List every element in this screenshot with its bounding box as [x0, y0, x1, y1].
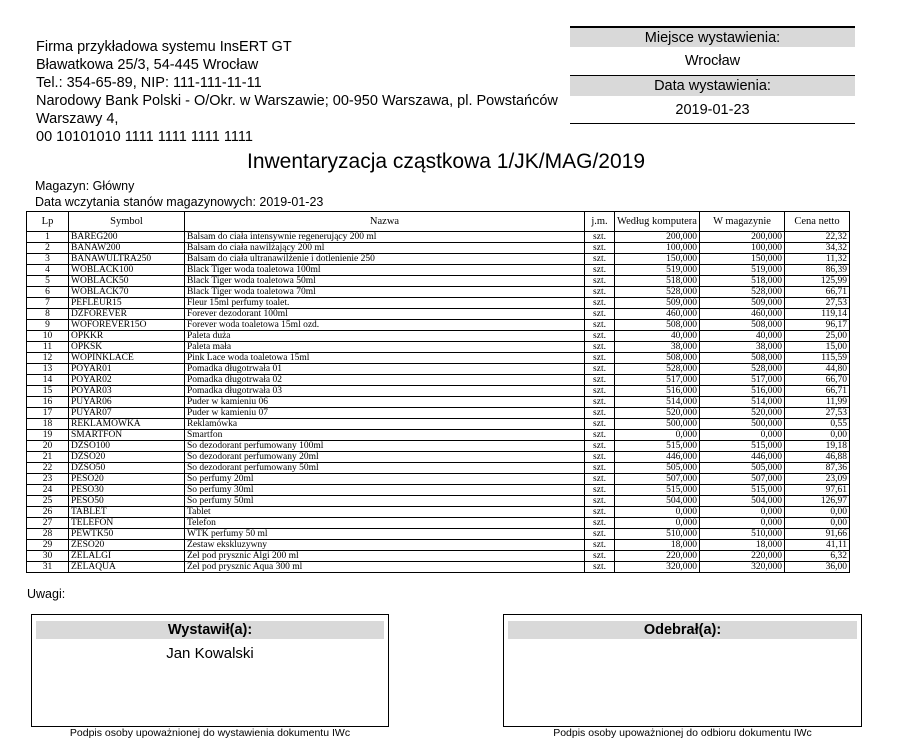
table-row — [27, 320, 850, 331]
cell-unit: szt. — [585, 243, 615, 254]
cell-symbol: DZSO50 — [69, 463, 185, 474]
table-row — [27, 386, 850, 397]
issue-place-value: Wrocław — [684, 53, 741, 69]
cell-name: Balsam do ciała intensywnie regenerujący 200 ml — [185, 232, 585, 243]
cell-net-price: 19,18 — [785, 441, 850, 452]
table-row — [27, 243, 850, 254]
cell-warehouse-qty: 508,000 — [700, 353, 785, 364]
cell-name: Smartfon — [185, 430, 585, 441]
header-symbol: Symbol — [69, 212, 185, 232]
cell-unit: szt. — [585, 320, 615, 331]
cell-warehouse-qty: 519,000 — [700, 265, 785, 276]
table-body — [27, 232, 850, 573]
cell-symbol: TABLET — [69, 507, 185, 518]
cell-net-price: 66,71 — [785, 386, 850, 397]
cell-lp: 6 — [27, 287, 69, 298]
inventory-table — [26, 211, 850, 573]
cell-computer-qty: 505,000 — [615, 463, 700, 474]
cell-computer-qty: 460,000 — [615, 309, 700, 320]
receiver-caption: Podpis osoby upoważnionej do odbioru dokumentu IWc — [553, 727, 812, 739]
cell-computer-qty: 516,000 — [615, 386, 700, 397]
header-name: Nazwa — [185, 212, 585, 232]
cell-symbol: ZELAQUA — [69, 562, 185, 573]
cell-computer-qty: 517,000 — [615, 375, 700, 386]
cell-symbol: DZSO20 — [69, 452, 185, 463]
cell-symbol: DZSO100 — [69, 441, 185, 452]
table-row — [27, 485, 850, 496]
table-row — [27, 518, 850, 529]
table-row — [27, 276, 850, 287]
table-row — [27, 254, 850, 265]
cell-name: Zestaw ekskluzywny — [185, 540, 585, 551]
table-row — [27, 441, 850, 452]
cell-unit: szt. — [585, 507, 615, 518]
cell-lp: 1 — [27, 232, 69, 243]
cell-unit: szt. — [585, 540, 615, 551]
notes-label: Uwagi: — [27, 587, 66, 601]
cell-symbol: WOBLACK50 — [69, 276, 185, 287]
cell-lp: 26 — [27, 507, 69, 518]
cell-unit: szt. — [585, 276, 615, 287]
table-row — [27, 364, 850, 375]
cell-unit: szt. — [585, 496, 615, 507]
cell-symbol: BANAWULTRA250 — [69, 254, 185, 265]
cell-name: Black Tiger woda toaletowa 50ml — [185, 276, 585, 287]
cell-net-price: 119,14 — [785, 309, 850, 320]
cell-net-price: 0,00 — [785, 518, 850, 529]
cell-computer-qty: 38,000 — [615, 342, 700, 353]
cell-name: So dezodorant perfumowany 20ml — [185, 452, 585, 463]
issuer-caption: Podpis osoby upoważnionej do wystawienia dokumentu IWc — [69, 727, 351, 739]
cell-unit: szt. — [585, 342, 615, 353]
cell-warehouse-qty: 446,000 — [700, 452, 785, 463]
cell-lp: 2 — [27, 243, 69, 254]
table-row — [27, 408, 850, 419]
cell-symbol: ZELALGI — [69, 551, 185, 562]
header-lp: Lp — [27, 212, 69, 232]
cell-symbol: WOBLACK100 — [69, 265, 185, 276]
cell-computer-qty: 515,000 — [615, 441, 700, 452]
cell-net-price: 0,00 — [785, 507, 850, 518]
cell-warehouse-qty: 18,000 — [700, 540, 785, 551]
cell-computer-qty: 520,000 — [615, 408, 700, 419]
cell-net-price: 91,66 — [785, 529, 850, 540]
cell-warehouse-qty: 514,000 — [700, 397, 785, 408]
table-row — [27, 540, 850, 551]
issue-date-label: Data wystawienia: — [570, 75, 855, 96]
cell-symbol: POYAR01 — [69, 364, 185, 375]
cell-net-price: 44,80 — [785, 364, 850, 375]
cell-symbol: PEFLEUR15 — [69, 298, 185, 309]
cell-symbol: ZESO20 — [69, 540, 185, 551]
cell-symbol: POYAR02 — [69, 375, 185, 386]
cell-warehouse-qty: 38,000 — [700, 342, 785, 353]
cell-symbol: DZFOREVER — [69, 309, 185, 320]
cell-computer-qty: 40,000 — [615, 331, 700, 342]
cell-symbol: TELEFON — [69, 518, 185, 529]
cell-name: So dezodorant perfumowany 50ml — [185, 463, 585, 474]
cell-unit: szt. — [585, 430, 615, 441]
cell-warehouse-qty: 150,000 — [700, 254, 785, 265]
cell-net-price: 36,00 — [785, 562, 850, 573]
cell-warehouse-qty: 515,000 — [700, 441, 785, 452]
cell-warehouse-qty: 505,000 — [700, 463, 785, 474]
cell-symbol: PESO30 — [69, 485, 185, 496]
cell-net-price: 27,53 — [785, 408, 850, 419]
cell-unit: szt. — [585, 518, 615, 529]
cell-symbol: OPKSK — [69, 342, 185, 353]
cell-net-price: 0,00 — [785, 430, 850, 441]
cell-net-price: 66,70 — [785, 375, 850, 386]
cell-lp: 31 — [27, 562, 69, 573]
table-row — [27, 342, 850, 353]
table-row — [27, 529, 850, 540]
cell-name: Puder w kamieniu 07 — [185, 408, 585, 419]
cell-computer-qty: 515,000 — [615, 485, 700, 496]
cell-warehouse-qty: 509,000 — [700, 298, 785, 309]
cell-unit: szt. — [585, 452, 615, 463]
cell-symbol: PUYAR06 — [69, 397, 185, 408]
cell-symbol: PESO20 — [69, 474, 185, 485]
cell-lp: 13 — [27, 364, 69, 375]
cell-symbol: WOBLACK70 — [69, 287, 185, 298]
cell-warehouse-qty: 516,000 — [700, 386, 785, 397]
cell-lp: 15 — [27, 386, 69, 397]
cell-unit: szt. — [585, 551, 615, 562]
cell-unit: szt. — [585, 419, 615, 430]
cell-name: Forever woda toaletowa 15ml ozd. — [185, 320, 585, 331]
cell-unit: szt. — [585, 287, 615, 298]
cell-computer-qty: 508,000 — [615, 353, 700, 364]
cell-computer-qty: 100,000 — [615, 243, 700, 254]
cell-name: So perfumy 30ml — [185, 485, 585, 496]
cell-lp: 28 — [27, 529, 69, 540]
cell-net-price: 27,53 — [785, 298, 850, 309]
cell-warehouse-qty: 0,000 — [700, 507, 785, 518]
company-account-number: 00 10101010 1111 1111 1111 1111 — [36, 129, 253, 145]
cell-name: Żel pod prysznic Algi 200 ml — [185, 551, 585, 562]
cell-net-price: 46,88 — [785, 452, 850, 463]
company-phone-nip: Tel.: 354-65-89, NIP: 111-111-11-11 — [36, 75, 262, 91]
cell-net-price: 97,61 — [785, 485, 850, 496]
table-row — [27, 397, 850, 408]
table-row — [27, 232, 850, 243]
cell-computer-qty: 508,000 — [615, 320, 700, 331]
cell-computer-qty: 0,000 — [615, 507, 700, 518]
cell-lp: 7 — [27, 298, 69, 309]
cell-lp: 22 — [27, 463, 69, 474]
table-row — [27, 551, 850, 562]
cell-computer-qty: 528,000 — [615, 364, 700, 375]
receiver-label: Odebrał(a): — [508, 621, 857, 639]
cell-symbol: SMARTFON — [69, 430, 185, 441]
cell-computer-qty: 500,000 — [615, 419, 700, 430]
cell-symbol: PESO50 — [69, 496, 185, 507]
cell-name: Paleta mała — [185, 342, 585, 353]
cell-unit: szt. — [585, 364, 615, 375]
cell-lp: 18 — [27, 419, 69, 430]
cell-lp: 23 — [27, 474, 69, 485]
cell-warehouse-qty: 0,000 — [700, 518, 785, 529]
cell-lp: 27 — [27, 518, 69, 529]
cell-warehouse-qty: 507,000 — [700, 474, 785, 485]
cell-warehouse-qty: 528,000 — [700, 287, 785, 298]
cell-name: Balsam do ciała ultranawilżenie i dotlenienie 250 — [185, 254, 585, 265]
cell-lp: 10 — [27, 331, 69, 342]
cell-lp: 25 — [27, 496, 69, 507]
cell-warehouse-qty: 320,000 — [700, 562, 785, 573]
cell-unit: szt. — [585, 529, 615, 540]
cell-warehouse-qty: 40,000 — [700, 331, 785, 342]
cell-net-price: 86,39 — [785, 265, 850, 276]
issue-info-box — [570, 26, 855, 124]
cell-symbol: WOFOREVER15O — [69, 320, 185, 331]
cell-warehouse-qty: 515,000 — [700, 485, 785, 496]
cell-net-price: 87,36 — [785, 463, 850, 474]
load-date-label: Data wczytania stanów magazynowych: 2019-01-23 — [35, 195, 324, 209]
cell-warehouse-qty: 0,000 — [700, 430, 785, 441]
cell-computer-qty: 150,000 — [615, 254, 700, 265]
cell-net-price: 66,71 — [785, 287, 850, 298]
cell-warehouse-qty: 504,000 — [700, 496, 785, 507]
table-row — [27, 309, 850, 320]
cell-computer-qty: 519,000 — [615, 265, 700, 276]
cell-computer-qty: 0,000 — [615, 430, 700, 441]
cell-unit: szt. — [585, 232, 615, 243]
table-row — [27, 507, 850, 518]
table-row — [27, 496, 850, 507]
cell-lp: 8 — [27, 309, 69, 320]
cell-computer-qty: 504,000 — [615, 496, 700, 507]
cell-net-price: 11,32 — [785, 254, 850, 265]
document-title: Inwentaryzacja cząstkowa 1/JK/MAG/2019 — [246, 150, 645, 173]
cell-name: Black Tiger woda toaletowa 70ml — [185, 287, 585, 298]
cell-computer-qty: 320,000 — [615, 562, 700, 573]
cell-name: Pomadka długotrwała 03 — [185, 386, 585, 397]
cell-name: Black Tiger woda toaletowa 100ml — [185, 265, 585, 276]
cell-net-price: 41,11 — [785, 540, 850, 551]
cell-computer-qty: 18,000 — [615, 540, 700, 551]
cell-lp: 16 — [27, 397, 69, 408]
cell-name: Reklamówka — [185, 419, 585, 430]
table-row — [27, 463, 850, 474]
table-header-row — [27, 212, 850, 232]
cell-lp: 9 — [27, 320, 69, 331]
cell-name: Pomadka długotrwała 02 — [185, 375, 585, 386]
cell-unit: szt. — [585, 562, 615, 573]
table-row — [27, 419, 850, 430]
cell-lp: 24 — [27, 485, 69, 496]
table-row — [27, 452, 850, 463]
cell-lp: 17 — [27, 408, 69, 419]
cell-unit: szt. — [585, 386, 615, 397]
cell-unit: szt. — [585, 265, 615, 276]
cell-unit: szt. — [585, 298, 615, 309]
cell-symbol: BANAW200 — [69, 243, 185, 254]
cell-net-price: 0,55 — [785, 419, 850, 430]
table-row — [27, 353, 850, 364]
cell-symbol: WOPINKLACE — [69, 353, 185, 364]
cell-computer-qty: 200,000 — [615, 232, 700, 243]
cell-computer-qty: 220,000 — [615, 551, 700, 562]
cell-unit: szt. — [585, 474, 615, 485]
table-row — [27, 331, 850, 342]
cell-symbol: OPKKR — [69, 331, 185, 342]
cell-net-price: 23,09 — [785, 474, 850, 485]
cell-lp: 21 — [27, 452, 69, 463]
cell-warehouse-qty: 220,000 — [700, 551, 785, 562]
cell-unit: szt. — [585, 375, 615, 386]
cell-name: WTK perfumy 50 ml — [185, 529, 585, 540]
cell-name: Tablet — [185, 507, 585, 518]
issuer-name: Jan Kowalski — [166, 645, 254, 662]
table-row — [27, 265, 850, 276]
cell-warehouse-qty: 508,000 — [700, 320, 785, 331]
cell-net-price: 15,00 — [785, 342, 850, 353]
cell-name: Fleur 15ml perfumy toalet. — [185, 298, 585, 309]
cell-unit: szt. — [585, 309, 615, 320]
cell-lp: 29 — [27, 540, 69, 551]
company-header — [36, 38, 581, 146]
cell-unit: szt. — [585, 353, 615, 364]
cell-net-price: 115,59 — [785, 353, 850, 364]
cell-net-price: 125,99 — [785, 276, 850, 287]
company-address: Bławatkowa 25/3, 54-445 Wrocław — [36, 57, 259, 73]
cell-lp: 4 — [27, 265, 69, 276]
cell-lp: 19 — [27, 430, 69, 441]
cell-symbol: BAREG200 — [69, 232, 185, 243]
issuer-signature-box — [31, 614, 389, 727]
cell-warehouse-qty: 100,000 — [700, 243, 785, 254]
cell-symbol: PUYAR07 — [69, 408, 185, 419]
cell-warehouse-qty: 500,000 — [700, 419, 785, 430]
cell-warehouse-qty: 460,000 — [700, 309, 785, 320]
issue-date-value: 2019-01-23 — [570, 96, 855, 124]
cell-warehouse-qty: 510,000 — [700, 529, 785, 540]
cell-net-price: 126,97 — [785, 496, 850, 507]
table-row — [27, 287, 850, 298]
cell-net-price: 11,99 — [785, 397, 850, 408]
company-name: Firma przykładowa systemu InsERT GT — [36, 39, 292, 55]
cell-name: Forever dezodorant 100ml — [185, 309, 585, 320]
table-row — [27, 298, 850, 309]
warehouse-label: Magazyn: Główny — [35, 179, 135, 193]
cell-net-price: 34,32 — [785, 243, 850, 254]
cell-lp: 11 — [27, 342, 69, 353]
table-row — [27, 375, 850, 386]
header-computer-qty: Według komputera — [615, 212, 700, 232]
cell-name: So dezodorant perfumowany 100ml — [185, 441, 585, 452]
cell-computer-qty: 514,000 — [615, 397, 700, 408]
cell-computer-qty: 518,000 — [615, 276, 700, 287]
cell-name: Telefon — [185, 518, 585, 529]
cell-computer-qty: 509,000 — [615, 298, 700, 309]
table-row — [27, 474, 850, 485]
cell-unit: szt. — [585, 408, 615, 419]
cell-unit: szt. — [585, 331, 615, 342]
cell-warehouse-qty: 520,000 — [700, 408, 785, 419]
cell-name: Puder w kamieniu 06 — [185, 397, 585, 408]
cell-name: So perfumy 20ml — [185, 474, 585, 485]
cell-computer-qty: 0,000 — [615, 518, 700, 529]
cell-unit: szt. — [585, 463, 615, 474]
cell-unit: szt. — [585, 441, 615, 452]
cell-warehouse-qty: 517,000 — [700, 375, 785, 386]
cell-symbol: POYAR03 — [69, 386, 185, 397]
cell-computer-qty: 528,000 — [615, 287, 700, 298]
cell-lp: 14 — [27, 375, 69, 386]
cell-computer-qty: 446,000 — [615, 452, 700, 463]
cell-unit: szt. — [585, 254, 615, 265]
cell-net-price: 22,32 — [785, 232, 850, 243]
issuer-label: Wystawił(a): — [36, 621, 384, 639]
cell-name: Paleta duża — [185, 331, 585, 342]
cell-name: So perfumy 50ml — [185, 496, 585, 507]
cell-warehouse-qty: 200,000 — [700, 232, 785, 243]
cell-unit: szt. — [585, 485, 615, 496]
cell-lp: 3 — [27, 254, 69, 265]
cell-computer-qty: 510,000 — [615, 529, 700, 540]
cell-lp: 30 — [27, 551, 69, 562]
cell-symbol: PEWTK50 — [69, 529, 185, 540]
issue-place-label: Miejsce wystawienia: — [570, 26, 855, 47]
cell-computer-qty: 507,000 — [615, 474, 700, 485]
cell-name: Pomadka długotrwała 01 — [185, 364, 585, 375]
company-bank-address: Warszawy 4, — [36, 111, 119, 127]
cell-unit: szt. — [585, 397, 615, 408]
cell-symbol: REKLAMÓWKA — [69, 419, 185, 430]
cell-lp: 5 — [27, 276, 69, 287]
cell-net-price: 96,17 — [785, 320, 850, 331]
cell-name: Żel pod prysznic Aqua 300 ml — [185, 562, 585, 573]
header-unit: j.m. — [585, 212, 615, 232]
cell-warehouse-qty: 518,000 — [700, 276, 785, 287]
cell-net-price: 6,32 — [785, 551, 850, 562]
receiver-signature-box — [503, 614, 862, 727]
cell-warehouse-qty: 528,000 — [700, 364, 785, 375]
table-row — [27, 430, 850, 441]
header-warehouse-qty: W magazynie — [700, 212, 785, 232]
cell-net-price: 25,00 — [785, 331, 850, 342]
table-row — [27, 562, 850, 573]
cell-lp: 12 — [27, 353, 69, 364]
cell-lp: 20 — [27, 441, 69, 452]
company-bank: Narodowy Bank Polski - O/Okr. w Warszawie; 00-950 Warszawa, pl. Powstańców — [36, 93, 558, 109]
header-net-price: Cena netto — [785, 212, 850, 232]
cell-name: Balsam do ciała nawilżający 200 ml — [185, 243, 585, 254]
cell-name: Pink Lace woda toaletowa 15ml — [185, 353, 585, 364]
